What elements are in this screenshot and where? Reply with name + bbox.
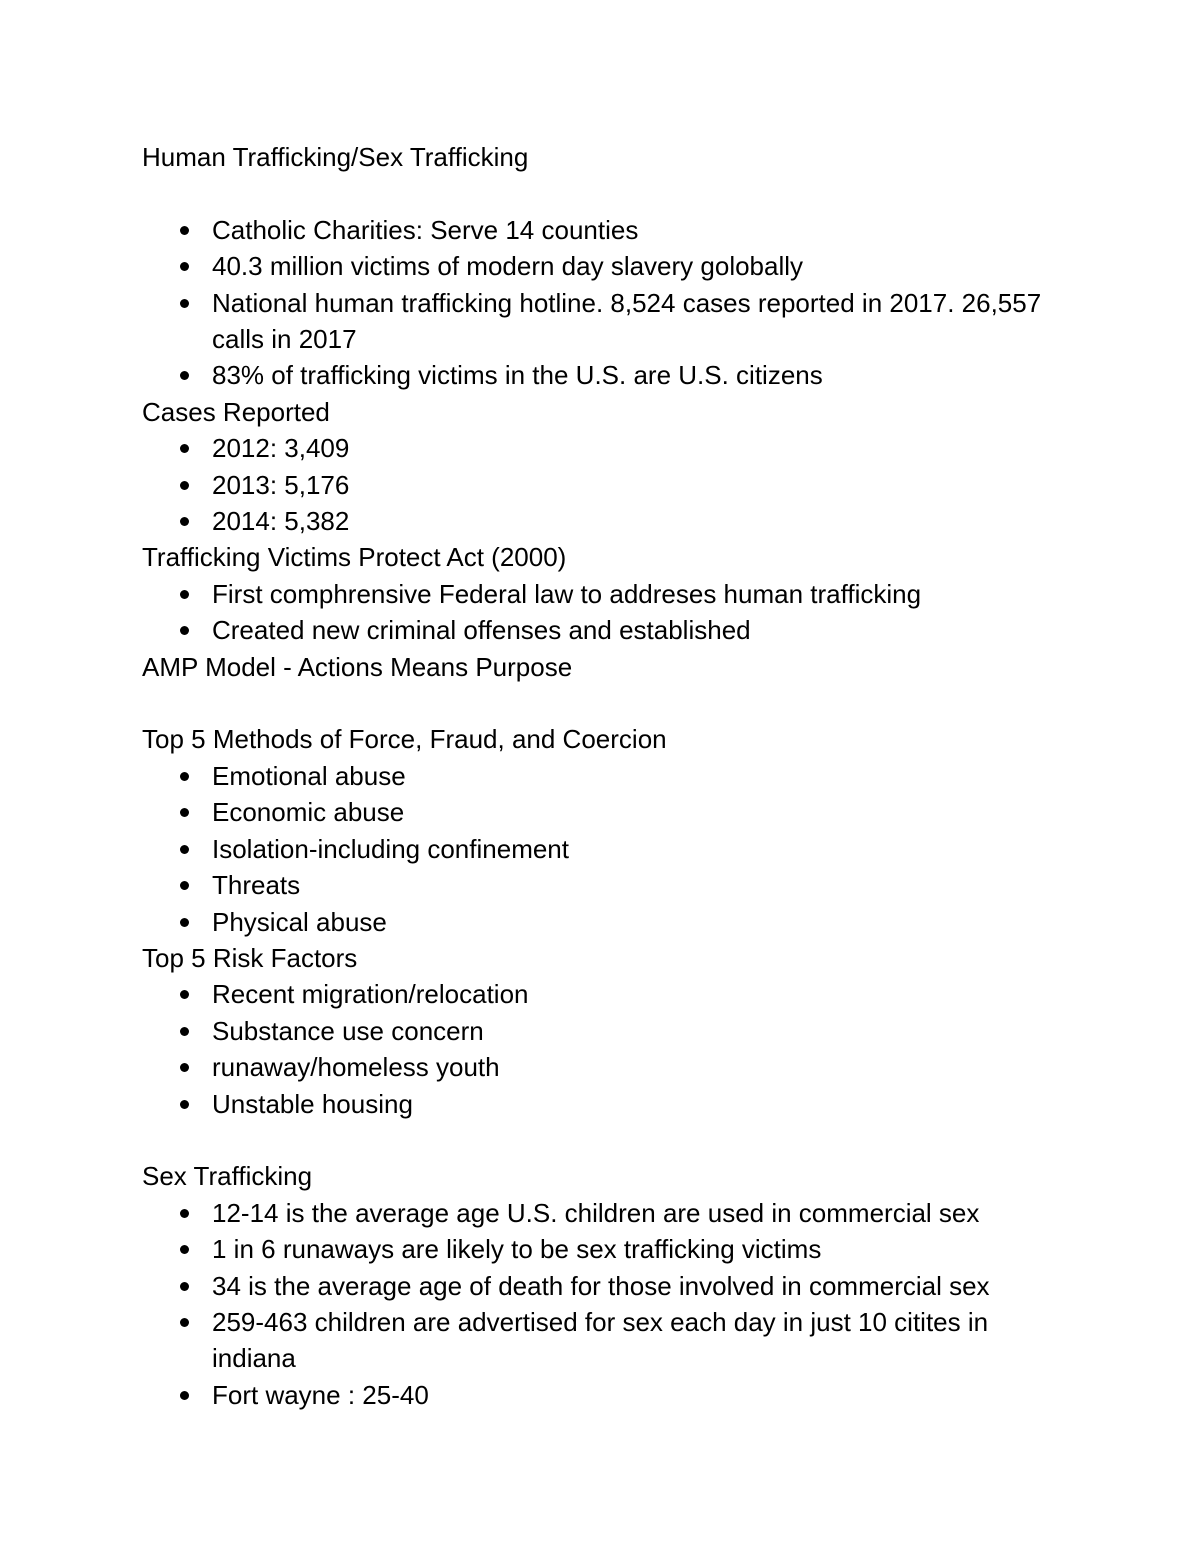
list-item: 1 in 6 runaways are likely to be sex trafficking victims	[142, 1231, 1062, 1267]
bullet-icon	[180, 590, 189, 599]
risk-factors-list	[142, 976, 1062, 1122]
bullet-icon	[180, 1318, 189, 1327]
bullet-icon	[180, 517, 189, 526]
list-item: 259-463 children are advertised for sex each day in just 10 citites in indiana	[142, 1304, 1062, 1377]
bullet-icon	[180, 990, 189, 999]
list-item: Economic abuse	[142, 794, 1062, 830]
list-item: First comphrensive Federal law to addreses human trafficking	[142, 576, 1062, 612]
list-item: Substance use concern	[142, 1013, 1062, 1049]
bullet-icon	[180, 1391, 189, 1400]
bullet-icon	[180, 1209, 189, 1218]
bullet-icon	[180, 918, 189, 927]
bullet-icon	[180, 1027, 189, 1036]
list-item: runaway/homeless youth	[142, 1049, 1062, 1085]
bullet-icon	[180, 444, 189, 453]
bullet-icon	[180, 481, 189, 490]
bullet-icon	[180, 262, 189, 271]
bullet-icon	[180, 626, 189, 635]
blank-line	[142, 1122, 1062, 1158]
list-item: National human trafficking hotline. 8,524 cases reported in 2017. 26,557 calls in 2017	[142, 285, 1062, 358]
list-item: 34 is the average age of death for those involved in commercial sex	[142, 1268, 1062, 1304]
bullet-icon	[180, 845, 189, 854]
list-item: Threats	[142, 867, 1062, 903]
list-item: 2013: 5,176	[142, 467, 1062, 503]
blank-line	[142, 685, 1062, 721]
cases-reported-heading: Cases Reported	[142, 396, 330, 427]
bullet-icon	[180, 371, 189, 380]
list-item: Recent migration/relocation	[142, 976, 1062, 1012]
list-item: 40.3 million victims of modern day slavery golobally	[142, 248, 1062, 284]
risk-factors-heading: Top 5 Risk Factors	[142, 942, 358, 973]
bullet-icon	[180, 1063, 189, 1072]
document-body	[142, 139, 1062, 1413]
sex-trafficking-list	[142, 1195, 1062, 1413]
list-item: 2014: 5,382	[142, 503, 1062, 539]
bullet-icon	[180, 1100, 189, 1109]
sex-trafficking-heading: Sex Trafficking	[142, 1161, 313, 1192]
bullet-icon	[180, 808, 189, 817]
cases-reported-list	[142, 430, 1062, 539]
bullet-icon	[180, 881, 189, 890]
intro-list	[142, 212, 1062, 394]
list-item: 83% of trafficking victims in the U.S. are U.S. citizens	[142, 357, 1062, 393]
list-item: Emotional abuse	[142, 758, 1062, 794]
list-item: Created new criminal offenses and established	[142, 612, 1062, 648]
methods-heading: Top 5 Methods of Force, Fraud, and Coercion	[142, 724, 667, 755]
tvpa-heading: Trafficking Victims Protect Act (2000)	[142, 542, 567, 573]
bullet-icon	[180, 226, 189, 235]
bullet-icon	[180, 1282, 189, 1291]
blank-line	[142, 175, 1062, 211]
list-item: Unstable housing	[142, 1086, 1062, 1122]
bullet-icon	[180, 772, 189, 781]
list-item: Isolation-including confinement	[142, 831, 1062, 867]
list-item: Physical abuse	[142, 904, 1062, 940]
tvpa-list	[142, 576, 1062, 649]
document-title: Human Trafficking/Sex Trafficking	[142, 142, 529, 172]
amp-model-line: AMP Model - Actions Means Purpose	[142, 651, 573, 682]
list-item: Catholic Charities: Serve 14 counties	[142, 212, 1062, 248]
list-item: 12-14 is the average age U.S. children are used in commercial sex	[142, 1195, 1062, 1231]
bullet-icon	[180, 299, 189, 308]
list-item: 2012: 3,409	[142, 430, 1062, 466]
list-item: Fort wayne : 25-40	[142, 1377, 1062, 1413]
methods-list	[142, 758, 1062, 940]
bullet-icon	[180, 1245, 189, 1254]
